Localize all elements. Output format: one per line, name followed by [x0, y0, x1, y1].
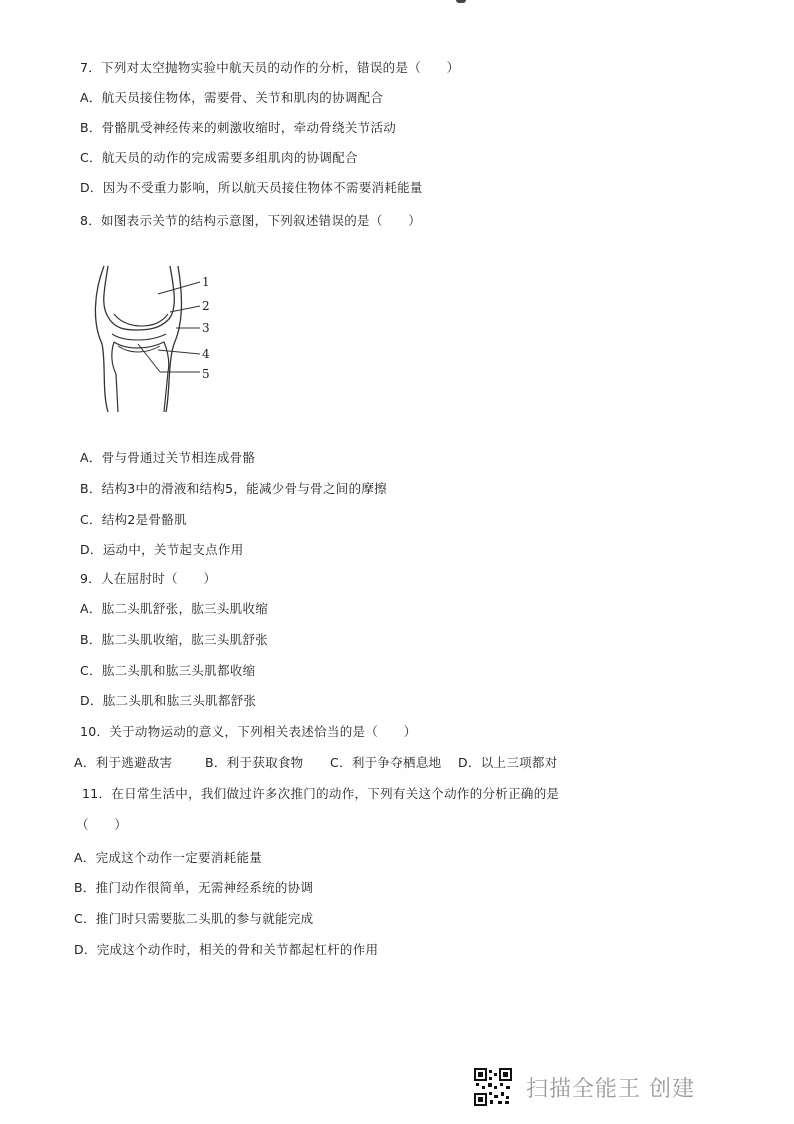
question-8-stem: 8．如图表示关节的结构示意图，下列叙述错误的是（ ）	[80, 213, 422, 228]
question-11-paren: （ ）	[76, 817, 128, 832]
question-7-option-b: B．骨骼肌受神经传来的刺激收缩时，牵动骨绕关节活动	[80, 120, 397, 135]
question-8-option-d: D．运动中，关节起支点作用	[80, 542, 244, 557]
question-7-option-c: C．航天员的动作的完成需要多组肌肉的协调配合	[80, 150, 358, 165]
question-9-option-b: B．肱二头肌收缩，肱三头肌舒张	[80, 632, 269, 647]
articular-head	[114, 314, 168, 326]
question-10-stem: 10．关于动物运动的意义，下列相关表述恰当的是（ ）	[80, 724, 417, 739]
question-10-option-b: B．利于获取食物	[205, 755, 304, 770]
scanner-watermark	[474, 1066, 734, 1106]
question-7-option-a: A．航天员接住物体，需要骨、关节和肌肉的协调配合	[80, 90, 384, 105]
joint-structure-diagram	[88, 262, 228, 414]
question-11-option-d: D．完成这个动作时，相关的骨和关节都起杠杆的作用	[74, 942, 379, 957]
diagram-label-3: 3	[202, 321, 210, 335]
leader-line-2	[170, 306, 200, 312]
question-10-option-d: D．以上三项都对	[458, 755, 558, 770]
question-9-option-d: D．肱二头肌和肱三头肌都舒张	[80, 693, 257, 708]
question-10-option-c: C．利于争夺栖息地	[330, 755, 442, 770]
question-9-option-c: C．肱二头肌和肱三头肌都收缩	[80, 663, 256, 678]
question-11-stem: 11．在日常生活中，我们做过许多次推门的动作，下列有关这个动作的分析正确的是	[82, 786, 560, 801]
question-8-option-a: A．骨与骨通过关节相连成骨骼	[80, 450, 256, 465]
diagram-label-4: 4	[202, 347, 210, 361]
lower-bone-left	[112, 342, 116, 374]
question-11-option-b: B．推门动作很简单，无需神经系统的协调	[74, 880, 314, 895]
lower-bone-shaft-left	[116, 374, 118, 412]
watermark-text: 扫描全能王 创建	[526, 1077, 695, 1102]
question-7-option-d: D．因为不受重力影响，所以航天员接住物体不需要消耗能量	[80, 180, 423, 195]
question-11-option-c: C．推门时只需要肱二头肌的参与就能完成	[74, 911, 314, 926]
question-7-stem: 7．下列对太空抛物实验中航天员的动作的分析，错误的是（ ）	[80, 60, 460, 75]
question-11-option-a: A．完成这个动作一定要消耗能量	[74, 850, 263, 865]
question-9-stem: 9．人在屈肘时（ ）	[80, 571, 217, 586]
leader-line-4	[158, 350, 200, 354]
articular-socket	[114, 342, 169, 372]
diagram-label-5: 5	[202, 367, 210, 381]
leader-line-1	[158, 282, 200, 294]
joint-cavity	[112, 334, 166, 340]
upper-bone-outline	[104, 266, 175, 330]
question-10-option-a: A．利于逃避敌害	[74, 755, 173, 770]
question-9-option-a: A．肱二头肌舒张，肱三头肌收缩	[80, 601, 269, 616]
scan-mark	[456, 0, 466, 3]
question-8-option-b: B．结构3中的滑液和结构5，能减少骨与骨之间的摩擦	[80, 481, 387, 496]
question-8-option-c: C．结构2是骨骼肌	[80, 512, 187, 527]
qr-code-icon	[474, 1068, 512, 1106]
diagram-label-1: 1	[202, 275, 210, 289]
diagram-label-2: 2	[202, 299, 210, 313]
joint-capsule-left	[95, 266, 108, 412]
